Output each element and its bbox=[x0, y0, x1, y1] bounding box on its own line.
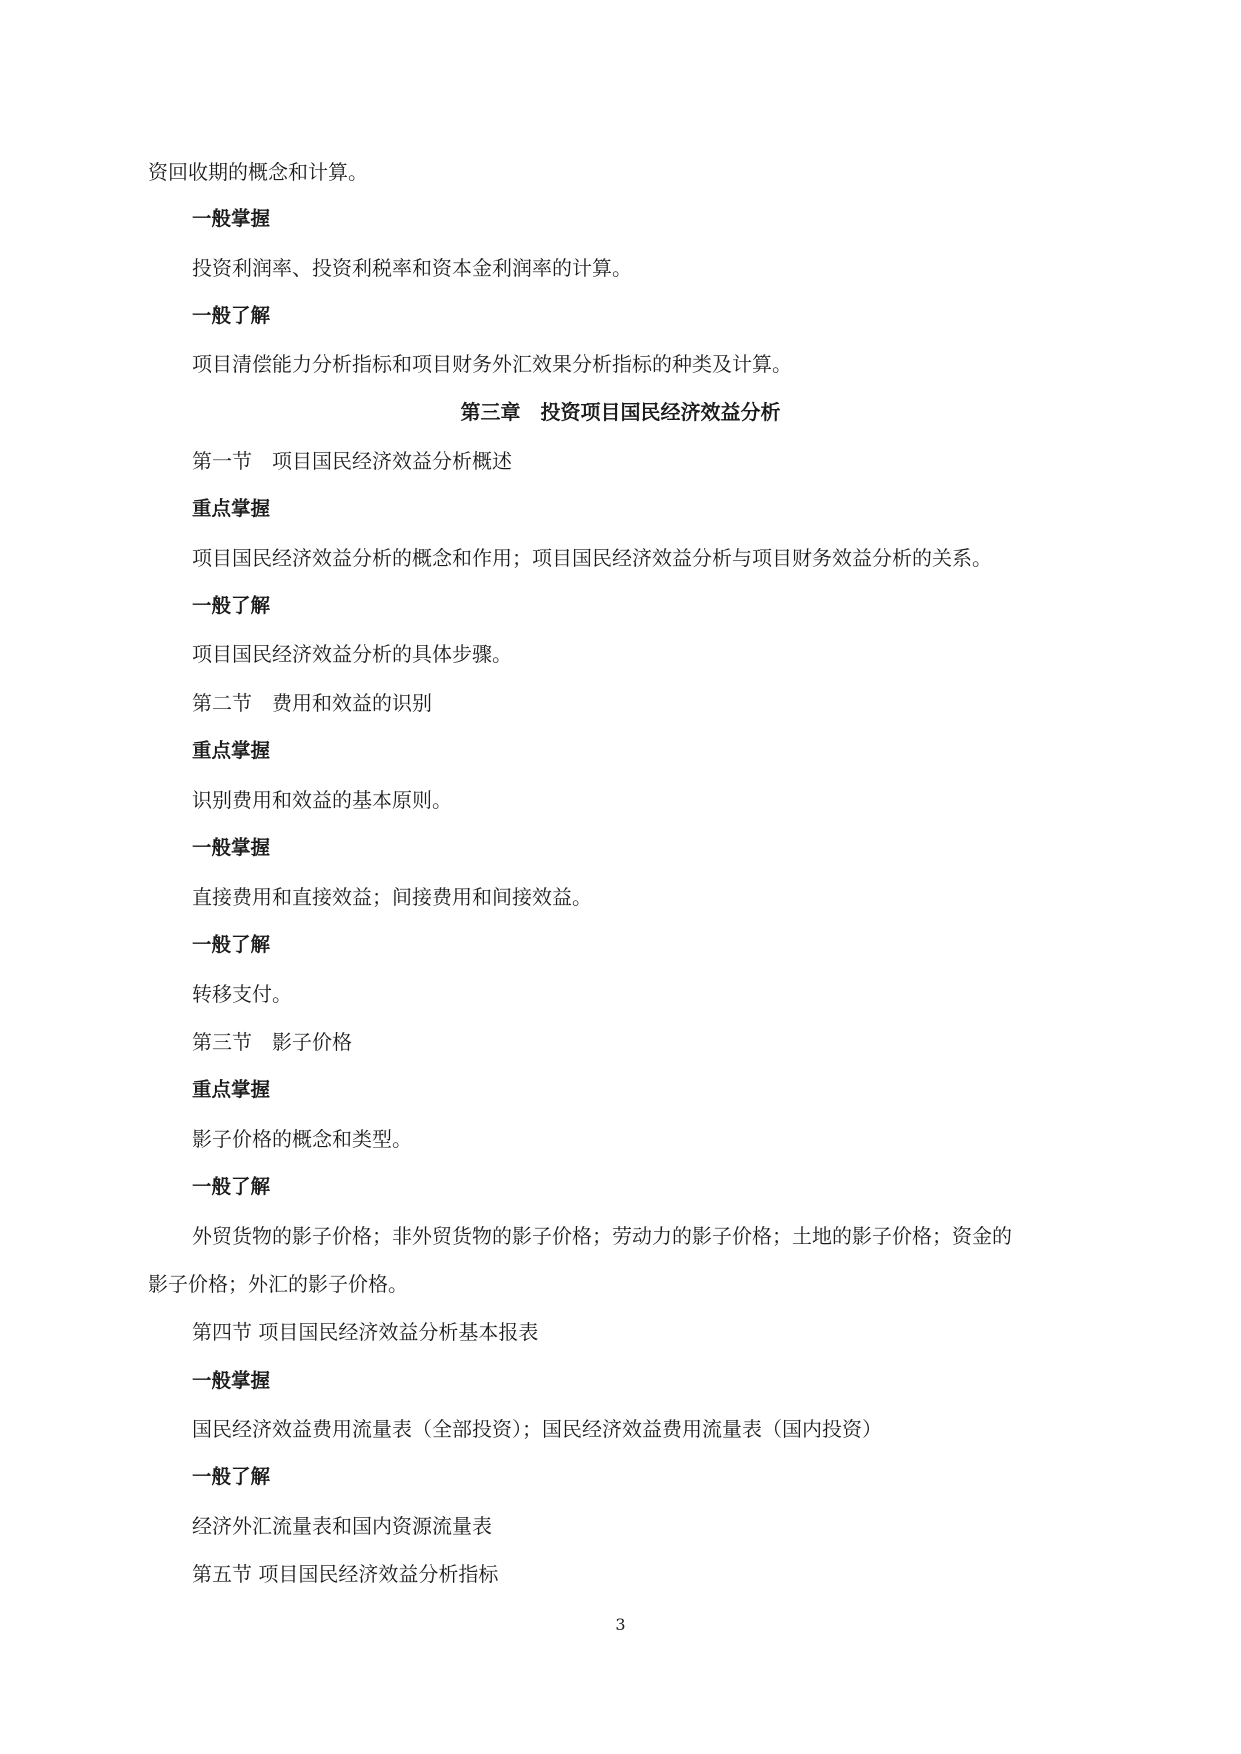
section-heading: 第二节 费用和效益的识别 bbox=[192, 691, 432, 715]
body-text: 直接费用和直接效益；间接费用和间接效益。 bbox=[192, 885, 592, 909]
body-text: 转移支付。 bbox=[192, 982, 292, 1006]
section-label: 重点掌握 bbox=[192, 497, 271, 520]
body-text: 外贸货物的影子价格；非外贸货物的影子价格；劳动力的影子价格；土地的影子价格；资金的 bbox=[192, 1224, 1012, 1248]
section-label: 一般了解 bbox=[192, 594, 271, 617]
body-text: 影子价格的概念和类型。 bbox=[192, 1127, 412, 1151]
body-text: 项目清偿能力分析指标和项目财务外汇效果分析指标的种类及计算。 bbox=[192, 352, 792, 376]
section-label: 一般了解 bbox=[192, 1465, 271, 1488]
section-label: 一般了解 bbox=[192, 1175, 271, 1198]
section-heading: 第三节 影子价格 bbox=[192, 1030, 352, 1054]
page-number: 3 bbox=[615, 1615, 626, 1634]
body-text: 经济外汇流量表和国内资源流量表 bbox=[192, 1514, 492, 1538]
body-text: 识别费用和效益的基本原则。 bbox=[192, 788, 452, 812]
body-text: 项目国民经济效益分析的具体步骤。 bbox=[192, 642, 512, 666]
section-label: 一般了解 bbox=[192, 304, 271, 327]
body-text: 项目国民经济效益分析的概念和作用；项目国民经济效益分析与项目财务效益分析的关系。 bbox=[192, 546, 992, 570]
section-heading: 第一节 项目国民经济效益分析概述 bbox=[192, 449, 512, 473]
body-text: 影子价格；外汇的影子价格。 bbox=[148, 1272, 408, 1296]
section-label: 重点掌握 bbox=[192, 739, 271, 762]
section-label: 一般掌握 bbox=[192, 1369, 271, 1392]
section-label: 重点掌握 bbox=[192, 1078, 271, 1101]
section-heading: 第五节 项目国民经济效益分析指标 bbox=[192, 1562, 499, 1586]
section-label: 一般了解 bbox=[192, 933, 271, 956]
section-heading: 第四节 项目国民经济效益分析基本报表 bbox=[192, 1320, 539, 1344]
chapter-heading: 第三章 投资项目国民经济效益分析 bbox=[460, 400, 781, 424]
body-text: 资回收期的概念和计算。 bbox=[148, 160, 368, 184]
section-label: 一般掌握 bbox=[192, 207, 271, 230]
body-text: 国民经济效益费用流量表（全部投资）；国民经济效益费用流量表（国内投资） bbox=[192, 1417, 882, 1441]
body-text: 投资利润率、投资利税率和资本金利润率的计算。 bbox=[192, 256, 632, 280]
section-label: 一般掌握 bbox=[192, 836, 271, 859]
